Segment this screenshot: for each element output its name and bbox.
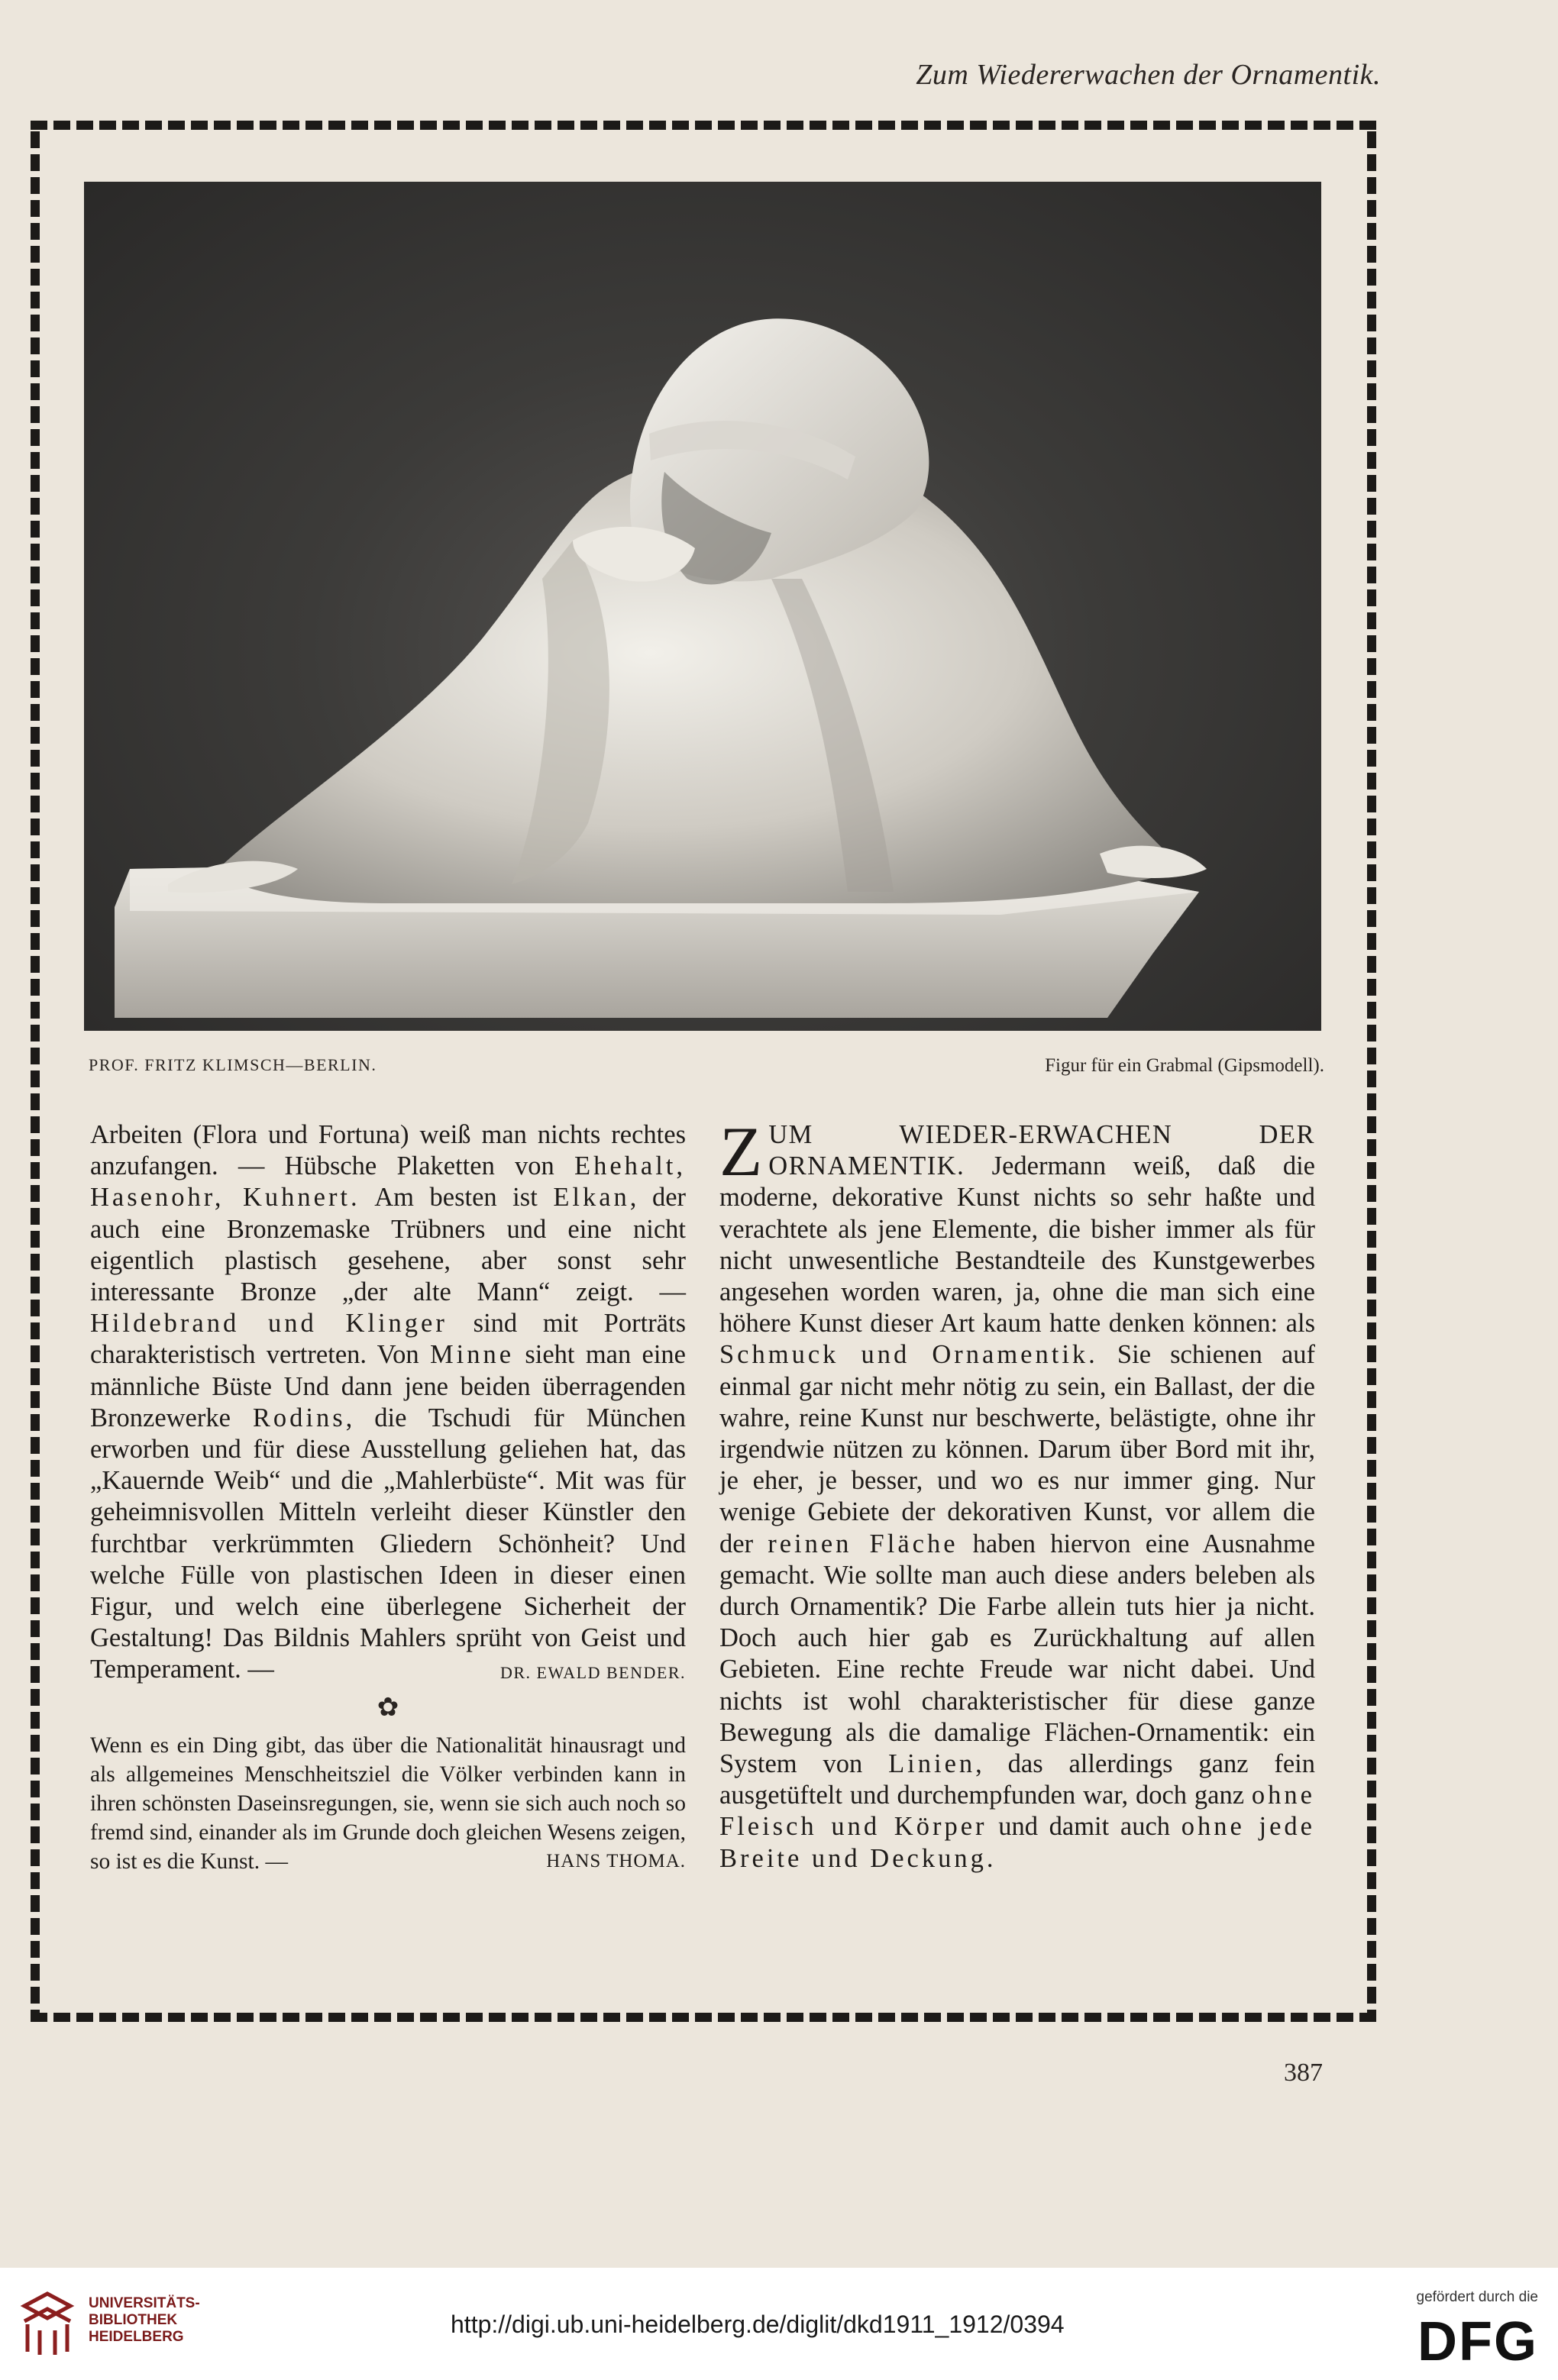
text-run: haben hiervon eine Ausnahme gemacht. Wie sollte man auch diese anders beleben als durch Ornamentik? Die Farbe allein tuts hier ja nicht. Doch auch hier gab es Zurückhaltung auf allen Gebieten. Eine rechte Freude war nicht dabei. Und nichts ist wohl charakteristischer für diese ganze Bewegung als die damalige Flächen-Ornamentik: ein System von (719, 1529, 1315, 1779)
library-name-line: UNIVERSITÄTS- (89, 2295, 200, 2311)
left-border (31, 131, 40, 2017)
funding-note: gefördert durch die (1416, 2289, 1538, 2305)
left-column (90, 1119, 686, 1876)
spaced-phrase-flaeche: reinen Fläche (768, 1529, 958, 1558)
library-name-line: HEIDELBERG (89, 2329, 184, 2345)
right-border (1367, 131, 1376, 2017)
library-logo-icon (17, 2291, 78, 2358)
top-border (31, 121, 1376, 130)
quote-signature: HANS THOMA. (546, 1850, 686, 1871)
text-run: sind mit Porträts charakteristisch vertreten. Von (90, 1309, 687, 1370)
author-signature: DR. EWALD BENDER. (499, 1663, 686, 1683)
quote-text: Wenn es ein Ding gibt, das über die Nationalität hinausragt und als allgemeines Menschheitsziel die Völker verbinden kann in ihren schönsten Daseinsregungen, sie, wenn sie sich auch noch so fremd sind, einander als im Grunde doch gleichen Wesens zeigen, so ist es die Kunst. — (90, 1733, 686, 1874)
text-run: , das allerdings ganz fein ausgetüftelt und durchempfunden war, doch ganz (719, 1749, 1315, 1810)
figure-caption: Figur für ein Grabmal (Gipsmodell). (1045, 1055, 1324, 1076)
right-column (719, 1112, 1315, 1875)
bottom-border (31, 2013, 1376, 2022)
permalink[interactable]: http://digi.ub.uni-heidelberg.de/diglit/dkd1911_1912/0394 (451, 2311, 1065, 2338)
spaced-phrase-fleisch: ohne Fleisch und Körper (719, 1781, 1315, 1842)
spaced-names: Ehehalt, Hasenohr, Kuhnert. (90, 1151, 686, 1213)
page-number: 387 (1284, 2059, 1323, 2087)
drop-cap: Z (719, 1112, 763, 1190)
grave-figure-sculpture (84, 182, 1321, 1031)
running-title: Zum Wiedererwachen der Ornamentik. (916, 59, 1381, 91)
ornament-icon: ✿ (377, 1693, 399, 1722)
right-paragraph (719, 1112, 1315, 1875)
sculpture-photo (84, 182, 1321, 1031)
figure-credit: PROF. FRITZ KLIMSCH—BERLIN. (89, 1055, 377, 1074)
text-run: und damit auch (987, 1812, 1181, 1842)
spaced-name-elkan: Elkan (553, 1183, 630, 1213)
text-run: Sie schienen auf einmal gar nicht mehr nötig zu sein, ein Ballast, der die wahre, reine Kunst nur beschwerte, belästigte, ohne ihr irgendwie nützen zu können. Darum über Bord mit ihr, je eher, je besser, und wo es nur immer ging. Nur wenige Gebiete der dekorativen Kunst, vor allem die der (719, 1340, 1315, 1558)
text-run: , der auch eine Bronzemaske Trübners und eine nicht eigentlich plastisch gesehene, aber sonst sehr interessante Bronze „der alte Mann“ zeigt. — (90, 1183, 686, 1307)
spaced-name-rodin: Rodins (252, 1403, 346, 1432)
digitization-footer (0, 2268, 1558, 2380)
thoma-quote (90, 1731, 686, 1876)
text-run: Am besten ist (360, 1183, 554, 1213)
left-paragraph (90, 1119, 686, 1686)
text-run: Jedermann weiß, daß die moderne, dekorative Kunst nichts so sehr haßte und verachtete als jene Elemente, die bisher immer als für nicht unwesentliche Bestandteile des Kunstgewerbes angesehen worden waren, ja, ohne die man sich eine höhere Kunst dieser Art kaum hatte denken können: als (719, 1151, 1315, 1339)
dfg-logo: DFG (1417, 2311, 1538, 2372)
spaced-phrase-schmuck: Schmuck und Ornamentik. (719, 1340, 1098, 1370)
spaced-phrase-breite: ohne jede Breite und Deckung. (719, 1812, 1315, 1873)
text-run: Arbeiten (Flora und Fortuna) weiß man nichts rechtes anzufangen. — Hübsche Plaketten von (90, 1120, 686, 1181)
text-run: sieht man eine männliche Büste Und dann jene beiden überragenden Bronzewerke (90, 1340, 686, 1432)
spaced-word-linien: Linien (888, 1749, 976, 1779)
text-run: , die Tschudi für München erworben und für diese Ausstellung geliehen hat, das „Kauernde Weib“ und die „Mahlerbüste“. Mit was für geheimnisvollen Mitteln verleiht dieser Künstler den furchtbar verkrümmten Gliedern Schönheit? Und welche Fülle von plastischen Ideen in dieser einen Figur, und welch eine überlegene Sicherheit der Gestaltung! Das Bildnis Mahlers sprüht von Geist und Temperament. — (90, 1403, 687, 1684)
spaced-name-minne: Minne (429, 1340, 515, 1370)
library-name (89, 2295, 200, 2346)
article-heading: UM WIEDER-ERWACHEN DER ORNAMENTIK. (768, 1120, 1315, 1181)
spaced-names-hildebrand-klinger: Hildebrand und Klinger (90, 1309, 448, 1339)
library-name-line: BIBLIOTHEK (89, 2312, 178, 2328)
